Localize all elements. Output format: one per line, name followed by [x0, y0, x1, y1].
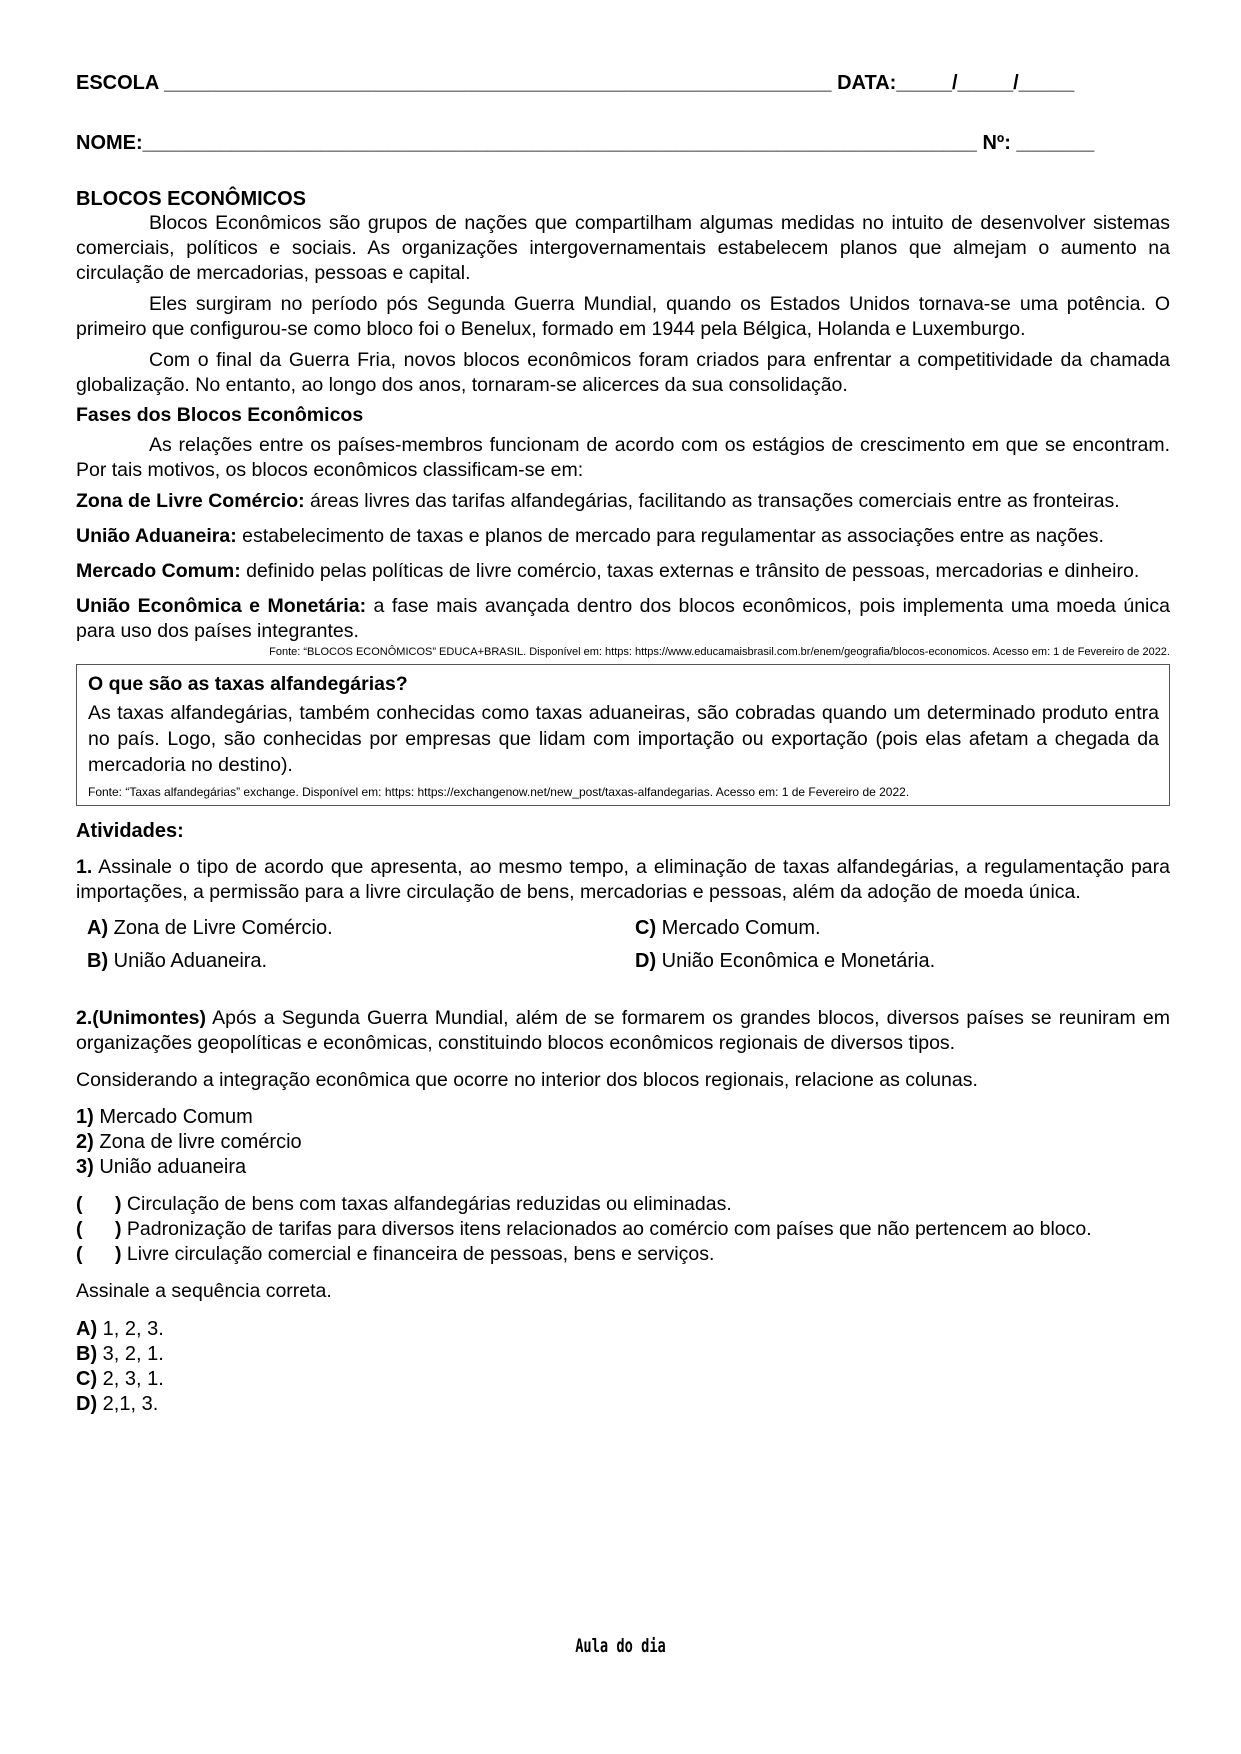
info-box	[76, 664, 1170, 806]
option-c[interactable]	[76, 1367, 1170, 1392]
item-text: Padronização de tarifas para diversos itens relacionados ao comércio com países que não pertencem ao bloco.	[121, 1218, 1092, 1240]
option-d[interactable]	[76, 1392, 1170, 1417]
page-footer: Aula do dia	[575, 1635, 666, 1657]
activities-title: Atividades:	[76, 820, 184, 842]
option-letter: A)	[76, 1318, 98, 1340]
question-text: Assinale o tipo de acordo que apresenta, ao mesmo tempo, a eliminação de taxas alfandegárias, a regulamentação para importações, a permissão para a livre circulação de bens, mercadorias e pessoas, além da adoção de moeda única.	[76, 856, 1170, 903]
column-2-list	[76, 1192, 1170, 1267]
answer-blank[interactable]: ( )	[76, 1218, 122, 1240]
phase-item	[76, 594, 1170, 644]
question-number: 1.	[76, 856, 93, 878]
option-letter: C)	[76, 1368, 98, 1390]
phase-text: estabelecimento de taxas e planos de mercado para regulamentar as associações entre as nações.	[236, 525, 1104, 547]
question-1	[76, 855, 1170, 905]
phase-term: União Econômica e Monetária:	[76, 595, 367, 617]
option-letter: B)	[87, 950, 109, 972]
item-text: Livre circulação comercial e financeira de pessoas, bens e serviços.	[121, 1243, 715, 1265]
school-date-line: ESCOLA ____________________________________________________________ DATA:_____/_____/_____	[76, 72, 1075, 94]
item-text: União aduaneira	[93, 1156, 247, 1178]
phase-term: União Aduaneira:	[76, 525, 237, 547]
option-letter: B)	[76, 1343, 98, 1365]
phase-item	[76, 524, 1170, 549]
option-letter: A)	[87, 917, 109, 939]
question-2	[76, 1006, 1170, 1056]
option-a[interactable]	[76, 1317, 1170, 1342]
article-source: Fonte: “BLOCOS ECONÔMICOS” EDUCA+BRASIL. Disponível em: https: https://www.educamaisbrasil.com.br/enem/geografia/blocos-economicos. Acesso em: 1 de Fevereiro de 2022.	[269, 646, 1170, 658]
matching-item[interactable]	[76, 1192, 1170, 1217]
question-text: Após a Segunda Guerra Mundial, além de se formarem os grandes blocos, diversos países se reuniram em organizações geopolíticas e econômicas, constituindo blocos econômicos regionais de diversos tipos.	[76, 1007, 1170, 1054]
column-1-list	[76, 1105, 1170, 1180]
item-text: Mercado Comum	[93, 1106, 253, 1128]
phase-term: Zona de Livre Comércio:	[76, 490, 305, 512]
phase-text: a fase mais avançada dentro dos blocos econômicos, pois implementa uma moeda única para uso dos países integrantes.	[76, 595, 1170, 642]
option-text: Zona de Livre Comércio.	[108, 917, 333, 939]
option-text: União Econômica e Monetária.	[656, 950, 936, 972]
option-d[interactable]	[635, 950, 1170, 973]
phases-title: Fases dos Blocos Econômicos	[76, 404, 364, 426]
question-2-options	[76, 1317, 1170, 1417]
option-text: Mercado Comum.	[656, 917, 821, 939]
paragraph-3: Com o final da Guerra Fria, novos blocos econômicos foram criados para enfrentar a competitividade da chamada globalização. No entanto, ao longo dos anos, tornaram-se alicerces da sua consolidação.	[76, 349, 1170, 396]
option-text: União Aduaneira.	[108, 950, 268, 972]
option-b[interactable]	[76, 1342, 1170, 1367]
question-2-ask: Assinale a sequência correta.	[76, 1280, 332, 1302]
option-letter: C)	[635, 917, 657, 939]
name-number-line: NOME:___________________________________________________________________________ Nº: _______	[76, 132, 1095, 154]
option-c[interactable]	[635, 917, 1170, 940]
question-1-options	[76, 917, 1170, 973]
paragraph-2: Eles surgiram no período pós Segunda Guerra Mundial, quando os Estados Unidos tornava-se uma potência. O primeiro que configurou-se como bloco foi o Benelux, formado em 1944 pela Bélgica, Holanda e Luxemburgo.	[76, 293, 1170, 340]
option-b[interactable]	[87, 950, 635, 973]
answer-blank[interactable]: ( )	[76, 1193, 122, 1215]
option-letter: D)	[76, 1393, 98, 1415]
info-box-title: O que são as taxas alfandegárias?	[88, 673, 408, 695]
list-item	[76, 1155, 1170, 1180]
question-number: 2.(Unimontes)	[76, 1007, 207, 1029]
info-box-text: As taxas alfandegárias, também conhecidas como taxas aduaneiras, são cobradas quando um determinado produto entra no país. Logo, são conhecidas por empresas que lidam com importação ou exportação (pois elas afetam a chegada da mercadoria no destino).	[88, 702, 1159, 776]
paragraph-1: Blocos Econômicos são grupos de nações que compartilham algumas medidas no intuito de desenvolver sistemas comerciais, políticos e sociais. As organizações intergovernamentais estabelecem planos que almejam o aumento na circulação de mercadorias, pessoas e capital.	[76, 212, 1170, 284]
item-text: Zona de livre comércio	[93, 1131, 302, 1153]
item-text: Circulação de bens com taxas alfandegárias reduzidas ou eliminadas.	[121, 1193, 732, 1215]
item-number: 2)	[76, 1131, 94, 1153]
list-item	[76, 1130, 1170, 1155]
answer-blank[interactable]: ( )	[76, 1243, 122, 1265]
question-2-instruction: Considerando a integração econômica que ocorre no interior dos blocos regionais, relacione as colunas.	[76, 1069, 978, 1091]
worksheet-page	[76, 72, 1170, 1417]
option-text: 3, 2, 1.	[97, 1343, 164, 1365]
option-text: 2,1, 3.	[97, 1393, 159, 1415]
list-item	[76, 1105, 1170, 1130]
item-number: 3)	[76, 1156, 94, 1178]
phase-term: Mercado Comum:	[76, 560, 241, 582]
option-letter: D)	[635, 950, 657, 972]
matching-item[interactable]	[76, 1242, 1170, 1267]
article-title: BLOCOS ECONÔMICOS	[76, 188, 307, 210]
option-a[interactable]	[87, 917, 635, 940]
option-text: 2, 3, 1.	[97, 1368, 164, 1390]
phase-text: áreas livres das tarifas alfandegárias, facilitando as transações comerciais entre as fronteiras.	[304, 490, 1120, 512]
item-number: 1)	[76, 1106, 94, 1128]
matching-item[interactable]	[76, 1217, 1170, 1242]
option-text: 1, 2, 3.	[97, 1318, 164, 1340]
paragraph-4: As relações entre os países-membros funcionam de acordo com os estágios de crescimento em que se encontram. Por tais motivos, os blocos econômicos classificam-se em:	[76, 434, 1170, 481]
phase-item	[76, 489, 1170, 514]
info-box-source: Fonte: “Taxas alfandegárias” exchange. Disponível em: https: https://exchangenow.net/new_post/taxas-alfandegarias. Acesso em: 1 de Fevereiro de 2022.	[88, 785, 910, 799]
phase-item	[76, 559, 1170, 584]
phase-text: definido pelas políticas de livre comércio, taxas externas e trânsito de pessoas, mercadorias e dinheiro.	[240, 560, 1140, 582]
